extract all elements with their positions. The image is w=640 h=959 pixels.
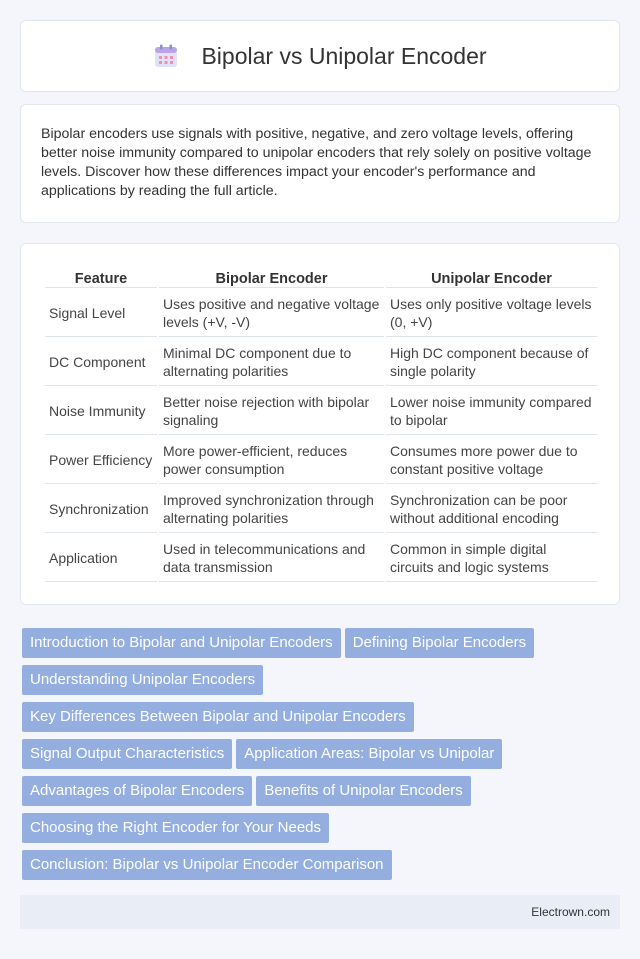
cell-unipolar: High DC component because of single polarity <box>386 339 597 386</box>
table-row <box>45 535 597 582</box>
cell-unipolar: Lower noise immunity compared to bipolar <box>386 388 597 435</box>
cell-unipolar: Synchronization can be poor without additional encoding <box>386 486 597 533</box>
cell-bipolar: Used in telecommunications and data transmission <box>159 535 384 582</box>
page-title: Bipolar vs Unipolar Encoder <box>201 42 487 69</box>
footer-site[interactable]: Electrown.com <box>531 905 610 919</box>
topic-tags <box>22 628 618 887</box>
tag-benefits-unipolar[interactable]: Benefits of Unipolar Encoders <box>256 776 470 806</box>
table-row <box>45 290 597 337</box>
table-row <box>45 437 597 484</box>
cell-unipolar: Uses only positive voltage levels (0, +V) <box>386 290 597 337</box>
cell-feature: Noise Immunity <box>45 388 157 435</box>
tag-introduction[interactable]: Introduction to Bipolar and Unipolar Encoders <box>22 628 341 658</box>
tag-application-areas[interactable]: Application Areas: Bipolar vs Unipolar <box>236 739 502 769</box>
table-row <box>45 486 597 533</box>
intro-text: Bipolar encoders use signals with positive, negative, and zero voltage levels, offering better noise immunity compared to unipolar encoders that rely solely on positive voltage levels. Discover how these differences impact your encoder's performance and applications by reading the full article. <box>41 126 592 199</box>
cell-feature: Synchronization <box>45 486 157 533</box>
cell-bipolar: More power-efficient, reduces power consumption <box>159 437 384 484</box>
cell-unipolar: Consumes more power due to constant positive voltage <box>386 437 597 484</box>
cell-feature: Power Efficiency <box>45 437 157 484</box>
header-bipolar: Bipolar Encoder <box>159 266 384 288</box>
tag-key-differences[interactable]: Key Differences Between Bipolar and Unipolar Encoders <box>22 702 414 732</box>
table-header-row <box>45 266 597 288</box>
cell-feature: Signal Level <box>45 290 157 337</box>
tag-signal-output[interactable]: Signal Output Characteristics <box>22 739 232 769</box>
header-feature: Feature <box>45 266 157 288</box>
table-row <box>45 388 597 435</box>
tag-advantages-bipolar[interactable]: Advantages of Bipolar Encoders <box>22 776 252 806</box>
cell-unipolar: Common in simple digital circuits and logic systems <box>386 535 597 582</box>
comparison-table <box>43 264 599 584</box>
comparison-table-card <box>20 243 620 605</box>
table-row <box>45 339 597 386</box>
cell-bipolar: Better noise rejection with bipolar signaling <box>159 388 384 435</box>
footer <box>20 895 620 929</box>
header-unipolar: Unipolar Encoder <box>386 266 597 288</box>
cell-bipolar: Improved synchronization through alternating polarities <box>159 486 384 533</box>
intro-card <box>20 104 620 223</box>
tag-conclusion[interactable]: Conclusion: Bipolar vs Unipolar Encoder Comparison <box>22 850 392 880</box>
tag-choosing-encoder[interactable]: Choosing the Right Encoder for Your Needs <box>22 813 329 843</box>
cell-feature: Application <box>45 535 157 582</box>
tag-understanding-unipolar[interactable]: Understanding Unipolar Encoders <box>22 665 263 695</box>
calendar-grid-icon <box>153 43 179 69</box>
title-card <box>20 20 620 92</box>
tag-defining-bipolar[interactable]: Defining Bipolar Encoders <box>345 628 534 658</box>
cell-bipolar: Minimal DC component due to alternating polarities <box>159 339 384 386</box>
cell-feature: DC Component <box>45 339 157 386</box>
cell-bipolar: Uses positive and negative voltage levels (+V, -V) <box>159 290 384 337</box>
